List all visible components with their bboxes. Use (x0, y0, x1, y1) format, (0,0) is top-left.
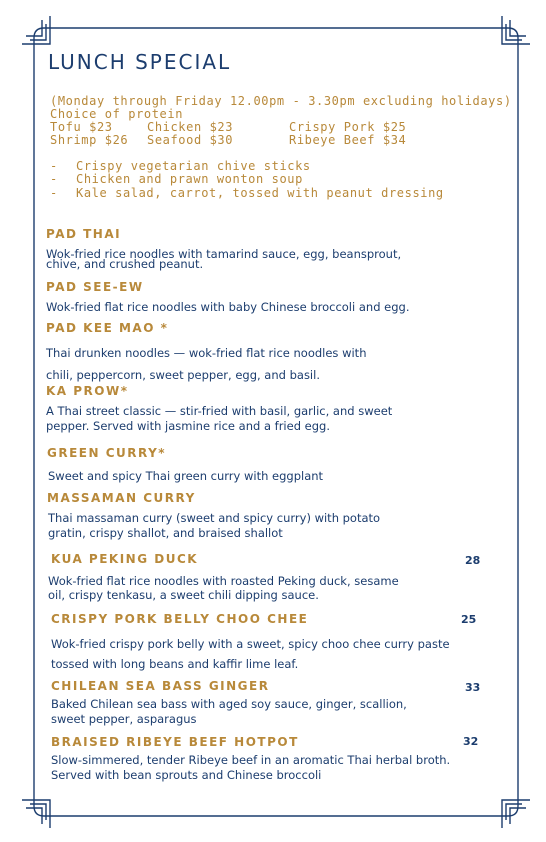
dish-name: CRISPY PORK BELLY CHOO CHEE (51, 612, 309, 626)
dish-price: 32 (463, 735, 479, 748)
dish-description-line: Thai drunken noodles — wok-fried flat rice noodles with (46, 346, 367, 360)
dish-description-line: chive, and crushed peanut. (46, 257, 204, 271)
hours-note: (Monday through Friday 12.00pm - 3.30pm excluding holidays) (50, 94, 512, 108)
dish-description-line: oil, crispy tenkasu, a sweet chili dipping sauce. (48, 588, 319, 602)
dish-description (48, 574, 399, 602)
dish-description-line: Wok-fried crispy pork belly with a sweet, spicy choo chee curry paste (51, 637, 450, 651)
dish-name: CHILEAN SEA BASS GINGER (51, 679, 270, 693)
included-item-text: Crispy vegetarian chive sticks (76, 159, 311, 173)
dish-description (48, 511, 380, 541)
dish-price: 25 (461, 613, 477, 626)
dish-description-line: sweet pepper, asparagus (51, 712, 197, 726)
dish-name: MASSAMAN CURRY (47, 491, 196, 505)
dish-description (46, 404, 392, 434)
protein-option: Shrimp $26 (50, 133, 129, 147)
included-item (50, 159, 311, 173)
dish-description-line: A Thai street classic — stir-fried with basil, garlic, and sweet (46, 404, 393, 418)
protein-option: Crispy Pork $25 (289, 120, 407, 134)
dish-name: BRAISED RIBEYE BEEF HOTPOT (51, 735, 299, 749)
included-item (50, 186, 444, 200)
dish-description (46, 249, 401, 269)
bullet-dash: - (50, 172, 58, 186)
dish-price: 28 (465, 554, 481, 567)
included-item-text: Kale salad, carrot, tossed with peanut dressing (76, 186, 444, 200)
dish-description-line: tossed with long beans and kaffir lime leaf. (51, 657, 299, 671)
dish-description-line: Thai massaman curry (sweet and spicy curry) with potato (48, 511, 381, 525)
included-item (50, 172, 303, 186)
dish-name: PAD SEE-EW (46, 280, 144, 294)
dish-name: KA PROW* (46, 384, 129, 398)
protein-option: Ribeye Beef $34 (289, 133, 407, 147)
protein-option: Tofu $23 (50, 120, 113, 134)
dish-price: 33 (465, 681, 481, 694)
dish-description-line: Served with bean sprouts and Chinese broccoli (51, 768, 322, 782)
dish-description-line: Baked Chilean sea bass with aged soy sauce, ginger, scallion, (51, 697, 407, 711)
dish-description-line: Slow-simmered, tender Ribeye beef in an aromatic Thai herbal broth. (51, 753, 451, 767)
dish-description (46, 342, 366, 386)
dish-description-line: gratin, crispy shallot, and braised shallot (48, 526, 283, 540)
dish-name: PAD KEE MAO * (46, 321, 169, 335)
dish-description-line: pepper. Served with jasmine rice and a fried egg. (46, 419, 330, 433)
dish-description-line: Wok-fried rice noodles with tamarind sauce, egg, beansprout, (46, 247, 402, 261)
dish-description-line: chili, peppercorn, sweet pepper, egg, and basil. (46, 368, 320, 382)
dish-description (48, 469, 323, 483)
dish-description-line: Sweet and spicy Thai green curry with eggplant (48, 469, 324, 483)
dish-description-line: Wok-fried flat rice noodles with baby Chinese broccoli and egg. (46, 300, 410, 314)
dish-name: PAD THAI (46, 227, 122, 241)
dish-description (51, 697, 407, 727)
dish-description (46, 300, 409, 314)
dish-name: KUA PEKING DUCK (51, 552, 199, 566)
protein-heading: Choice of protein (50, 107, 184, 121)
dish-description (51, 753, 450, 783)
bullet-dash: - (50, 159, 58, 173)
bullet-dash: - (50, 186, 58, 200)
protein-option: Chicken $23 (147, 120, 234, 134)
protein-option: Seafood $30 (147, 133, 234, 147)
dish-description (51, 634, 450, 674)
page-title: LUNCH SPECIAL (48, 50, 232, 74)
included-item-text: Chicken and prawn wonton soup (76, 172, 303, 186)
dish-name: GREEN CURRY* (47, 446, 167, 460)
dish-description-line: Wok-fried flat rice noodles with roasted Peking duck, sesame (48, 574, 399, 588)
